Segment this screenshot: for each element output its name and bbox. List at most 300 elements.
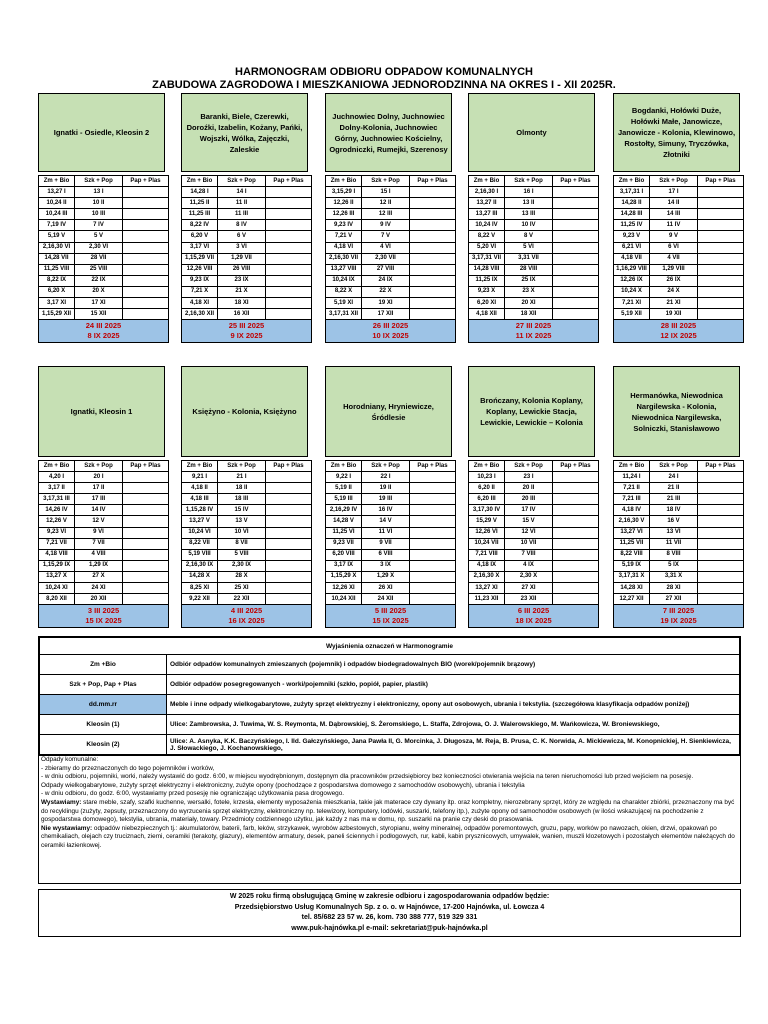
schedule-cell: 13,27 VI — [614, 527, 650, 538]
column-header: Szk + Pop — [650, 461, 698, 472]
schedule-cell: 18 XI — [218, 298, 266, 309]
schedule-cell: 14,28 VIII — [469, 264, 505, 275]
table-row — [326, 275, 456, 286]
schedule-cell — [266, 571, 312, 582]
bulky-date-2: 15 IX 2025 — [85, 616, 122, 626]
table-row — [469, 242, 599, 253]
schedule-cell: 14,28 VII — [39, 253, 75, 264]
table-row — [326, 242, 456, 253]
schedule-cell — [410, 209, 456, 220]
schedule-cell: 9 VI — [75, 527, 123, 538]
table-row — [182, 286, 312, 297]
schedule-cell — [698, 571, 744, 582]
schedule-cell — [123, 505, 169, 516]
column-header: Szk + Pop — [362, 176, 410, 187]
schedule-cell: 4,18 VIII — [39, 549, 75, 560]
schedule-cell: 4 VII — [650, 253, 698, 264]
table-row — [182, 549, 312, 560]
table-row — [326, 494, 456, 505]
area-name: Hermanówka, Niewodnica Nargilewska - Kolonia, Niewodnica Nargilewska, Solniczki, Stanisławowo — [613, 366, 740, 457]
schedule-cell: 18 IV — [650, 505, 698, 516]
bulky-date-2: 16 IX 2025 — [228, 616, 265, 626]
schedule-table — [468, 460, 599, 628]
schedule-cell: 5 IX — [650, 560, 698, 571]
table-row — [326, 187, 456, 198]
schedule-cell: 7,21 XI — [614, 298, 650, 309]
schedule-cell — [553, 505, 599, 516]
schedule-cell — [123, 209, 169, 220]
schedule-cell: 8,22 V — [469, 231, 505, 242]
schedule-table — [181, 460, 312, 628]
area-schedule-block — [38, 93, 165, 343]
table-row — [614, 516, 744, 527]
schedule-cell: 14,26 IV — [39, 505, 75, 516]
schedule-cell — [123, 286, 169, 297]
schedule-cell — [123, 494, 169, 505]
table-row — [614, 505, 744, 516]
schedule-cell — [553, 594, 599, 605]
schedule-cell: 8 VII — [218, 538, 266, 549]
schedule-cell — [123, 220, 169, 231]
table-row — [614, 209, 744, 220]
table-row — [182, 560, 312, 571]
schedule-cell: 10,24 XII — [326, 594, 362, 605]
schedule-cell: 11,25 VI — [326, 527, 362, 538]
schedule-cell: 14,28 X — [182, 571, 218, 582]
table-row — [182, 571, 312, 582]
schedule-cell: 7,21 X — [182, 286, 218, 297]
schedule-cell: 10,24 VII — [469, 538, 505, 549]
schedule-cell — [266, 220, 312, 231]
schedule-cell: 9,22 XII — [182, 594, 218, 605]
schedule-cell: 26 XI — [362, 583, 410, 594]
table-row — [182, 483, 312, 494]
table-row — [469, 264, 599, 275]
table-row — [469, 275, 599, 286]
schedule-cell: 13,27 V — [182, 516, 218, 527]
schedule-cell: 4,18 III — [182, 494, 218, 505]
schedule-cell — [266, 253, 312, 264]
table-row — [182, 231, 312, 242]
bulky-waste-dates — [469, 605, 599, 628]
table-row — [614, 253, 744, 264]
table-row — [39, 231, 169, 242]
table-row — [182, 527, 312, 538]
table-row — [182, 220, 312, 231]
schedule-cell: 6,20 III — [469, 494, 505, 505]
schedule-cell: 11,25 VIII — [39, 264, 75, 275]
table-row — [469, 571, 599, 582]
schedule-cell: 12,26 VI — [469, 527, 505, 538]
bulky-date-2: 9 IX 2025 — [230, 331, 263, 341]
column-header: Pap + Plas — [266, 176, 312, 187]
table-row — [614, 286, 744, 297]
schedule-cell — [266, 275, 312, 286]
table-row — [182, 298, 312, 309]
schedule-cell: 1,16,29 VIII — [614, 264, 650, 275]
schedule-cell: 7 VII — [75, 538, 123, 549]
schedule-cell: 6,20 XI — [469, 298, 505, 309]
schedule-cell: 2,16,30 VI — [39, 242, 75, 253]
schedule-cell: 11,25 II — [182, 198, 218, 209]
table-row — [182, 275, 312, 286]
table-row — [39, 264, 169, 275]
bulky-waste-dates — [326, 320, 456, 343]
schedule-cell — [698, 538, 744, 549]
schedule-cell: 6 V — [218, 231, 266, 242]
legend-table — [39, 637, 740, 755]
table-row — [39, 505, 169, 516]
schedule-cell — [123, 309, 169, 320]
schedule-cell: 3,31 VII — [505, 253, 553, 264]
schedule-cell — [410, 275, 456, 286]
schedule-cell: 11,25 IX — [469, 275, 505, 286]
schedule-cell: 5,19 V — [39, 231, 75, 242]
schedule-cell: 10,24 IX — [326, 275, 362, 286]
schedule-cell: 13,27 I — [39, 187, 75, 198]
schedule-cell: 25 VIII — [75, 264, 123, 275]
schedule-cell: 24 XII — [362, 594, 410, 605]
note-line — [41, 765, 738, 774]
area-name: Juchnowiec Dolny, Juchnowiec Dolny-Kolonia, Juchnowiec Górny, Juchnowiec Kościelny, Ogrodniczki, Rumejki, Szerenosy — [325, 93, 452, 172]
bulky-date-2: 18 IX 2025 — [515, 616, 552, 626]
table-row — [326, 583, 456, 594]
note-line — [41, 782, 738, 791]
schedule-cell — [266, 309, 312, 320]
table-row — [614, 242, 744, 253]
schedule-cell: 1,15,29 XII — [39, 309, 75, 320]
schedule-cell: 25 XI — [218, 583, 266, 594]
column-header: Pap + Plas — [123, 461, 169, 472]
table-row — [182, 538, 312, 549]
schedule-cell: 8 VIII — [650, 549, 698, 560]
table-row — [182, 309, 312, 320]
schedule-cell: 22 X — [362, 286, 410, 297]
table-row — [326, 253, 456, 264]
note-text: - w dniu odbioru, pojemniki, worki, należy wystawić do godz. 6:00, w miejscu wyodrębnionym, dostępnym dla pracowników przedsiębiorcy bez konieczności otwierania wejścia na teren nieruchomości lub przed wejściem na posesję. — [41, 773, 694, 781]
schedule-cell: 9,23 VII — [326, 538, 362, 549]
area-name: Ignatki - Osiedle, Kleosin 2 — [38, 93, 165, 172]
schedule-cell: 5,19 VIII — [182, 549, 218, 560]
schedule-cell: 5,19 III — [326, 494, 362, 505]
schedule-cell — [698, 560, 744, 571]
schedule-cell — [553, 242, 599, 253]
table-row — [326, 560, 456, 571]
schedule-cell: 13 I — [75, 187, 123, 198]
schedule-cell: 14 IV — [75, 505, 123, 516]
table-row — [469, 505, 599, 516]
table-row — [182, 264, 312, 275]
schedule-cell — [698, 309, 744, 320]
column-header: Szk + Pop — [505, 176, 553, 187]
note-label: Wystawiamy: — [41, 798, 82, 806]
schedule-cell: 5,19 XI — [326, 298, 362, 309]
table-row — [39, 275, 169, 286]
schedule-cell: 19 XII — [650, 309, 698, 320]
table-row — [39, 549, 169, 560]
column-header: Pap + Plas — [553, 176, 599, 187]
schedule-cell: 10 II — [75, 198, 123, 209]
schedule-cell: 1,15,28 IV — [182, 505, 218, 516]
schedule-cell: 6,20 VIII — [326, 549, 362, 560]
table-row — [39, 483, 169, 494]
schedule-cell: 2,16,30 I — [469, 187, 505, 198]
table-row — [614, 494, 744, 505]
bulky-waste-dates — [182, 605, 312, 628]
schedule-cell: 3 VI — [218, 242, 266, 253]
schedule-cell: 14 I — [218, 187, 266, 198]
schedule-cell: 13 III — [505, 209, 553, 220]
schedule-cell — [123, 298, 169, 309]
table-row — [469, 231, 599, 242]
area-schedule-block — [181, 93, 308, 343]
schedule-cell: 4,18 IV — [614, 505, 650, 516]
column-header: Szk + Pop — [75, 461, 123, 472]
column-header: Pap + Plas — [698, 176, 744, 187]
column-header: Szk + Pop — [505, 461, 553, 472]
schedule-cell: 23 X — [505, 286, 553, 297]
schedule-table — [613, 460, 744, 628]
schedule-cell: 3,17 XI — [39, 298, 75, 309]
table-row — [182, 583, 312, 594]
table-row — [614, 549, 744, 560]
schedule-cell: 12 V — [75, 516, 123, 527]
table-row — [326, 198, 456, 209]
schedule-cell: 12 III — [362, 209, 410, 220]
schedule-cell — [266, 286, 312, 297]
schedule-cell: 2,16,30 V — [614, 516, 650, 527]
schedule-cell: 9,23 V — [614, 231, 650, 242]
note-text: stare meble, szafy, szafki kuchenne, wersalki, fotele, krzesła, elementy wyposażenia mieszkania, takie jak materace czy dywany itp. oraz kompletny, nierozebrany sprzęt, który ze względu na charakter zbiórki, przeznaczony ma być do recyklingu (zużyty, zepsuty, przeznaczony do wyrzucenia sprzęt elektryczny, elektroniczny np. telewizory, komputery, lodówki, suszarki, telefony itp.), zużyte opony od samochodów osobowych (w ilości wskazującej na pochodzenie z gospodarstwa domowego), tekstylia, ubrania, materiały, towary. Przedmioty codziennego użytku, jak każdy z nas ma w domu, np. suszarki na pranie czy deski do prasowania. — [41, 798, 735, 824]
bulky-waste-dates — [469, 320, 599, 343]
schedule-cell — [123, 472, 169, 483]
schedule-cell: 10,23 I — [469, 472, 505, 483]
table-row — [614, 275, 744, 286]
schedule-cell — [123, 253, 169, 264]
note-line — [41, 825, 738, 851]
schedule-cell: 1,29 VIII — [650, 264, 698, 275]
schedule-cell: 25 IX — [505, 275, 553, 286]
schedule-cell: 16 I — [505, 187, 553, 198]
schedule-cell: 1,15,29 IX — [39, 560, 75, 571]
table-row — [39, 298, 169, 309]
schedule-cell — [698, 253, 744, 264]
schedule-cell: 20 II — [505, 483, 553, 494]
table-row — [182, 198, 312, 209]
table-row — [469, 286, 599, 297]
table-row — [326, 538, 456, 549]
schedule-cell: 26 IX — [650, 275, 698, 286]
schedule-cell — [410, 549, 456, 560]
schedule-cell: 11,25 VII — [614, 538, 650, 549]
schedule-cell — [698, 594, 744, 605]
bulky-date-1: 3 III 2025 — [87, 606, 120, 616]
schedule-cell: 3,17,31 XII — [326, 309, 362, 320]
schedule-cell — [266, 198, 312, 209]
schedule-cell: 22 IX — [75, 275, 123, 286]
schedule-cell: 5 VI — [505, 242, 553, 253]
schedule-cell — [266, 242, 312, 253]
bulky-date-1: 6 III 2025 — [517, 606, 550, 616]
area-name: Horodniany, Hryniewicze, Śródlesie — [325, 366, 452, 457]
schedule-cell: 26 VIII — [218, 264, 266, 275]
schedule-cell — [410, 286, 456, 297]
table-row — [614, 220, 744, 231]
schedule-cell — [266, 187, 312, 198]
table-row — [326, 309, 456, 320]
table-row — [39, 583, 169, 594]
schedule-cell — [266, 231, 312, 242]
bulky-date-2: 8 IX 2025 — [87, 331, 120, 341]
column-header: Zm + Bio — [614, 461, 650, 472]
schedule-cell: 3,17,31 X — [614, 571, 650, 582]
schedule-cell: 11 II — [218, 198, 266, 209]
schedule-cell: 12,26 II — [326, 198, 362, 209]
schedule-cell: 9 IV — [362, 220, 410, 231]
column-header: Zm + Bio — [182, 461, 218, 472]
schedule-cell: 3,17,31 I — [614, 187, 650, 198]
schedule-cell — [410, 231, 456, 242]
schedule-cell — [266, 583, 312, 594]
schedule-table — [181, 175, 312, 343]
schedule-table — [468, 175, 599, 343]
schedule-cell: 13 II — [505, 198, 553, 209]
schedule-cell: 6,20 II — [469, 483, 505, 494]
schedule-cell — [553, 286, 599, 297]
schedule-cell: 3,17,31 III — [39, 494, 75, 505]
schedule-cell: 21 I — [218, 472, 266, 483]
schedule-cell: 23 I — [505, 472, 553, 483]
schedule-cell — [553, 275, 599, 286]
schedule-cell: 2,16,30 IX — [182, 560, 218, 571]
schedule-cell: 28 X — [218, 571, 266, 582]
table-row — [39, 309, 169, 320]
schedule-cell — [698, 242, 744, 253]
table-row — [469, 483, 599, 494]
legend-key: Zm +Bio — [40, 655, 167, 675]
schedule-cell — [266, 560, 312, 571]
schedule-cell: 22 XII — [218, 594, 266, 605]
schedule-cell — [553, 187, 599, 198]
schedule-cell: 10,24 X — [614, 286, 650, 297]
schedule-cell: 17 IV — [505, 505, 553, 516]
schedule-cell — [266, 594, 312, 605]
table-row — [182, 494, 312, 505]
schedule-cell: 14,28 V — [326, 516, 362, 527]
table-row — [469, 198, 599, 209]
schedule-cell: 2,30 VII — [362, 253, 410, 264]
column-header: Pap + Plas — [410, 176, 456, 187]
schedule-cell: 6,21 VI — [614, 242, 650, 253]
table-row — [326, 231, 456, 242]
schedule-cell: 24 X — [650, 286, 698, 297]
area-schedule-block — [613, 366, 740, 628]
schedule-cell: 6,20 V — [182, 231, 218, 242]
schedule-cell: 21 XI — [650, 298, 698, 309]
note-line — [41, 799, 738, 825]
schedule-cell: 18 II — [218, 483, 266, 494]
contact-line: tel. 85/682 23 57 w. 26, kom. 730 388 777, 519 329 331 — [301, 914, 478, 921]
table-row — [614, 309, 744, 320]
schedule-cell: 11,24 I — [614, 472, 650, 483]
schedule-cell: 10 IV — [505, 220, 553, 231]
bulky-date-1: 25 III 2025 — [228, 321, 265, 331]
table-row — [469, 253, 599, 264]
schedule-cell: 8 V — [505, 231, 553, 242]
schedule-cell — [698, 549, 744, 560]
schedule-cell — [123, 538, 169, 549]
schedule-cell: 4 VIII — [75, 549, 123, 560]
schedule-cell: 1,29 X — [362, 571, 410, 582]
schedule-cell: 10 III — [75, 209, 123, 220]
schedule-cell: 13 VI — [650, 527, 698, 538]
legend-value: Ulice: A. Asnyka, K.K. Baczyńskiego, I. Ild. Gałczyńskiego, Jana Pawła II, G. Morcinka, J. Długosza, M. Reja, B. Prusa, C. K. Norwida, A. Mickiewicza, M. Konopnickiej, H. Sienkiewicza, J. Słowackiego, J. Kochanowskiego, — [167, 735, 740, 755]
table-row — [39, 220, 169, 231]
bulky-date-1: 5 III 2025 — [374, 606, 407, 616]
schedule-cell — [698, 264, 744, 275]
schedule-cell: 18 XII — [505, 309, 553, 320]
schedule-cell: 7,21 II — [614, 483, 650, 494]
schedule-cell — [123, 560, 169, 571]
table-row — [469, 472, 599, 483]
schedule-cell: 10 VI — [218, 527, 266, 538]
schedule-cell — [553, 583, 599, 594]
column-header: Pap + Plas — [410, 461, 456, 472]
schedule-cell: 4,18 XII — [469, 309, 505, 320]
schedule-cell: 21 III — [650, 494, 698, 505]
table-row — [182, 472, 312, 483]
table-row — [326, 209, 456, 220]
note-label: Nie wystawiamy: — [41, 824, 93, 832]
schedule-cell: 10,24 IV — [469, 220, 505, 231]
schedule-cell: 8,22 IX — [39, 275, 75, 286]
schedule-cell: 17 XI — [75, 298, 123, 309]
table-row — [326, 298, 456, 309]
schedule-cell: 4,18 XI — [182, 298, 218, 309]
schedule-cell: 19 XI — [362, 298, 410, 309]
area-schedule-block — [38, 366, 165, 628]
table-row — [39, 286, 169, 297]
schedule-cell — [410, 242, 456, 253]
table-row — [469, 560, 599, 571]
table-row — [182, 516, 312, 527]
table-row — [469, 594, 599, 605]
schedule-cell: 5,19 II — [326, 483, 362, 494]
schedule-cell: 11 VI — [362, 527, 410, 538]
schedule-cell: 12,26 V — [39, 516, 75, 527]
schedule-cell: 27 VIII — [362, 264, 410, 275]
schedule-cell — [553, 472, 599, 483]
table-row — [326, 220, 456, 231]
schedule-cell: 3,31 X — [650, 571, 698, 582]
schedule-cell: 28 XI — [650, 583, 698, 594]
schedule-cell: 9 V — [650, 231, 698, 242]
column-header: Szk + Pop — [75, 176, 123, 187]
bulky-date-1: 26 III 2025 — [372, 321, 409, 331]
table-row — [469, 298, 599, 309]
schedule-cell: 7,21 V — [326, 231, 362, 242]
schedule-cell — [553, 571, 599, 582]
schedule-cell — [698, 583, 744, 594]
schedule-cell: 27 X — [75, 571, 123, 582]
schedule-cell — [123, 483, 169, 494]
schedule-cell: 14 II — [650, 198, 698, 209]
schedule-cell: 5,19 XII — [614, 309, 650, 320]
schedule-cell: 10 VII — [505, 538, 553, 549]
column-header: Zm + Bio — [39, 176, 75, 187]
schedule-cell: 15 XII — [75, 309, 123, 320]
table-row — [182, 242, 312, 253]
